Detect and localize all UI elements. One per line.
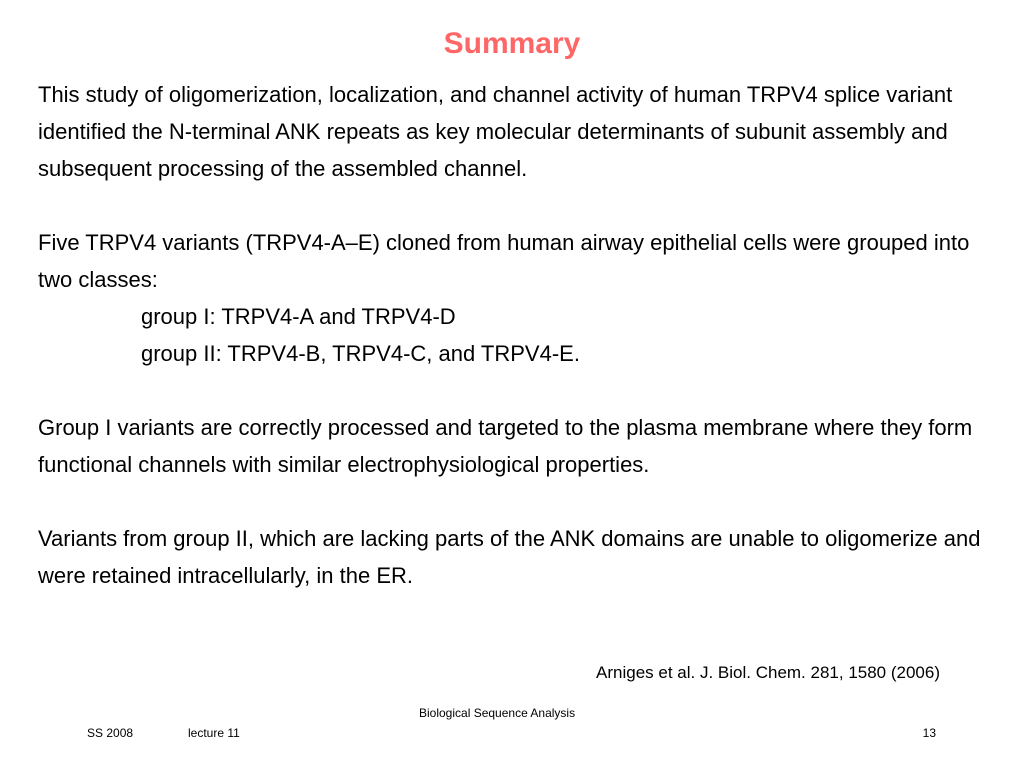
paragraph-group-one: Group I variants are correctly processed and targeted to the plasma membrane where they form functional channels with similar electrophysiological properties. <box>38 415 973 477</box>
footer-term: SS 2008 <box>87 726 134 740</box>
paragraph-study: This study of oligomerization, localization, and channel activity of human TRPV4 splice variant identified the N-terminal ANK repeats as key molecular determinants of subunit assembly and subsequent processing of the assembled channel. <box>38 82 953 181</box>
citation: Arniges et al. J. Biol. Chem. 281, 1580 (2006) <box>596 663 940 682</box>
paragraph-spacer <box>38 187 998 224</box>
slide-body <box>38 76 998 594</box>
paragraph-group-two: Variants from group II, which are lacking parts of the ANK domains are unable to oligomerize and were retained intracellularly, in the ER. <box>38 526 981 588</box>
footer-page-number: 13 <box>922 726 936 740</box>
paragraph-variants: Five TRPV4 variants (TRPV4-A–E) cloned from human airway epithelial cells were grouped into two classes: <box>38 230 970 292</box>
group-one-line: group I: TRPV4-A and TRPV4-D <box>141 304 456 329</box>
paragraph-spacer <box>38 483 998 520</box>
footer-course-title: Biological Sequence Analysis <box>419 706 576 720</box>
footer-lecture: lecture 11 <box>188 726 240 740</box>
paragraph-spacer <box>38 372 998 409</box>
slide-title: Summary <box>443 27 581 60</box>
group-two-line: group II: TRPV4-B, TRPV4-C, and TRPV4-E. <box>141 341 580 366</box>
